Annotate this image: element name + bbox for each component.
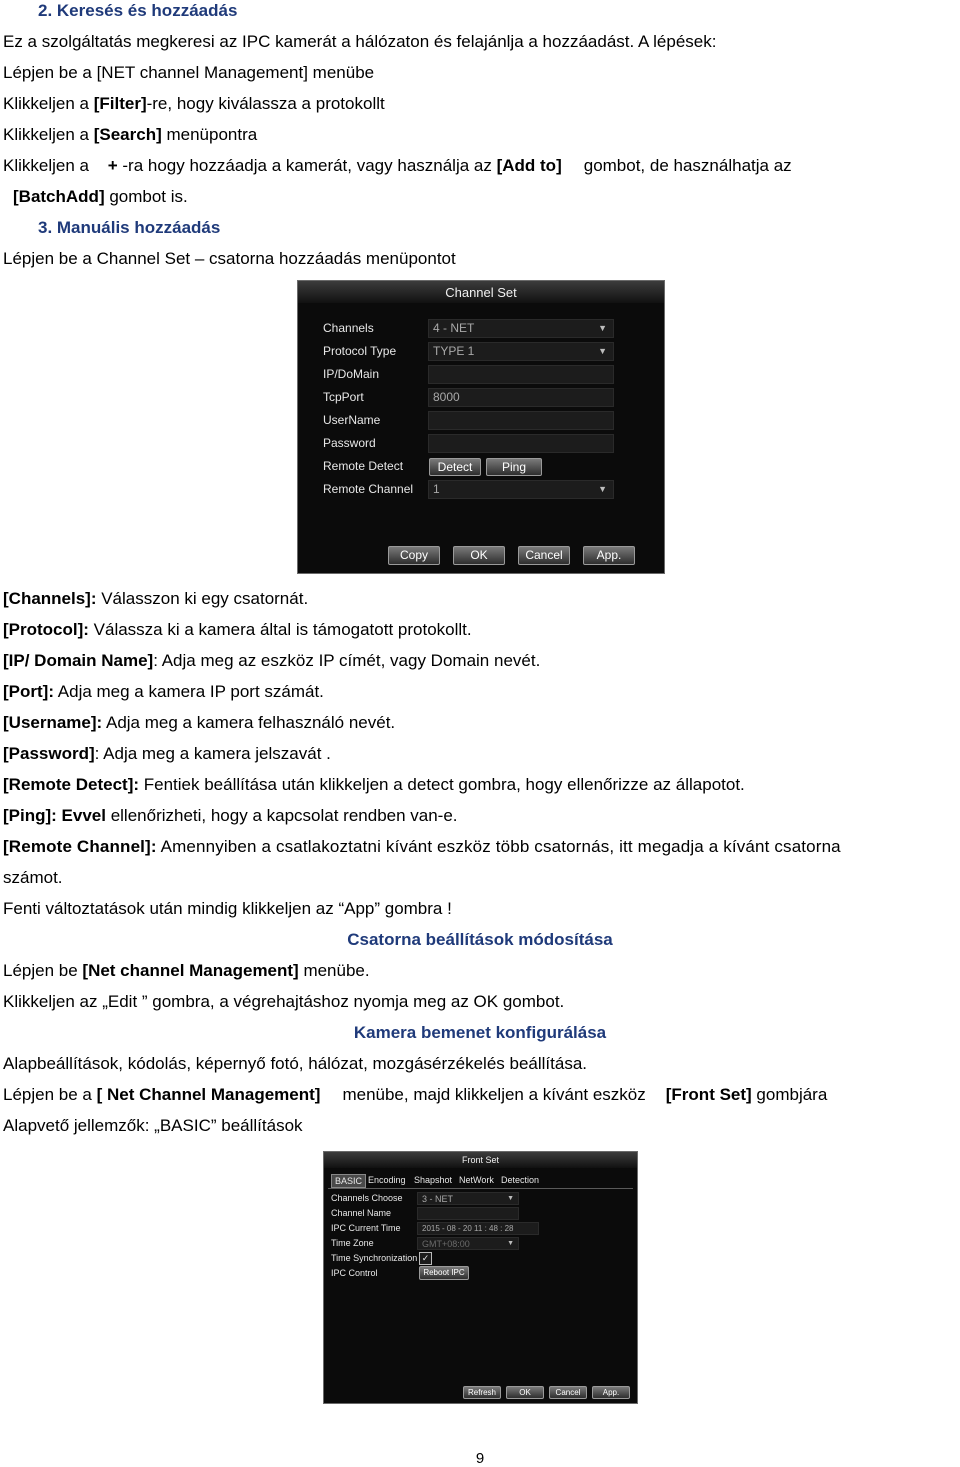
paragraph [3, 93, 385, 115]
chevron-down-icon: ▼ [507, 1240, 514, 1247]
label-channels-choose: Channels Choose [331, 1193, 403, 1203]
select-value: TYPE 1 [433, 344, 475, 358]
ipc-time-input[interactable]: 2015 - 08 - 20 11 : 48 : 28 [417, 1222, 539, 1235]
ok-button[interactable]: OK [506, 1386, 544, 1399]
term: [Channels]: [3, 589, 97, 608]
label-time-sync: Time Synchronization [331, 1253, 418, 1263]
text: -ra hogy hozzáadja a kamerát, vagy használja az [117, 156, 497, 175]
text: menübe, majd klikkeljen a kívánt eszköz [342, 1085, 646, 1104]
channels-choose-select[interactable] [417, 1192, 519, 1205]
tab-encoding[interactable]: Encoding [368, 1175, 406, 1185]
text: ellenőrizheti, hogy a kapcsolat rendben van-e. [105, 806, 458, 825]
channels-select[interactable] [428, 319, 614, 338]
heading-text: 2. Keresés és hozzáadás [38, 1, 238, 20]
paragraph: számot. [3, 868, 63, 887]
remote-channel-select[interactable] [428, 480, 614, 499]
text: Klikkeljen a [3, 125, 94, 144]
text: gombjára [751, 1085, 828, 1104]
dialog-title: Channel Set [445, 285, 517, 300]
paragraph [3, 960, 370, 982]
text: Adja meg a kamera IP port számát. [53, 682, 324, 701]
tab-divider [328, 1188, 633, 1189]
ok-button[interactable]: OK [453, 546, 505, 565]
label-port: TcpPort [323, 390, 364, 404]
text: Fentiek beállítása után klikkeljen a detect gombra, hogy ellenőrizze az állapotot. [139, 775, 745, 794]
channel-set-dialog [297, 280, 665, 574]
description [3, 774, 745, 796]
paragraph [3, 1084, 827, 1106]
description [3, 681, 324, 703]
keyword: + [107, 156, 118, 175]
text: : Adja meg az eszköz IP címét, vagy Domain nevét. [153, 651, 541, 670]
heading-text: 3. Manuális hozzáadás [38, 218, 221, 237]
keyword: [Front Set] [665, 1085, 752, 1104]
keyword: [BatchAdd] [13, 187, 105, 206]
keyword: [Filter] [93, 94, 147, 113]
term: [Ping]: Evvel [3, 806, 106, 825]
text: menüpontra [161, 125, 258, 144]
description [3, 743, 331, 765]
text: gombot, de használhatja az [583, 156, 792, 175]
text: Lépjen be [3, 961, 83, 980]
label-remote-detect: Remote Detect [323, 459, 404, 473]
paragraph [3, 124, 257, 146]
reboot-ipc-button[interactable]: Reboot IPC [419, 1266, 469, 1280]
heading-channel-settings: Csatorna beállítások módosítása [347, 930, 613, 949]
term: [Username]: [3, 713, 103, 732]
refresh-button[interactable]: Refresh [463, 1386, 501, 1399]
label-username: UserName [323, 413, 381, 427]
paragraph: Fenti változtatások után mindig klikkeljen az “App” gombra ! [3, 899, 452, 918]
label-protocol: Protocol Type [323, 344, 397, 358]
term: [Remote Detect]: [3, 775, 140, 794]
description [3, 712, 395, 734]
cancel-button[interactable]: Cancel [549, 1386, 587, 1399]
description [3, 650, 540, 672]
apply-button[interactable]: App. [592, 1386, 630, 1399]
dialog-title: Front Set [461, 1155, 499, 1165]
term: [Password] [3, 744, 95, 763]
description [3, 805, 458, 827]
paragraph: Alapvető jellemzők: „BASIC” beállítások [3, 1116, 303, 1135]
paragraph [3, 155, 792, 177]
chevron-down-icon: ▼ [507, 1195, 514, 1202]
protocol-select[interactable] [428, 342, 614, 361]
text: : Adja meg a kamera jelszavát . [94, 744, 331, 763]
tab-basic[interactable]: BASIC [331, 1174, 366, 1188]
description [3, 588, 308, 610]
label-channel-name: Channel Name [331, 1208, 392, 1218]
description [3, 619, 472, 641]
chevron-down-icon: ▼ [598, 346, 607, 356]
section-2-heading [38, 0, 237, 22]
text: Válasszon ki egy csatornát. [96, 589, 309, 608]
text: Válassza ki a kamera által is támogatott protokollt. [88, 620, 472, 639]
tcp-port-input[interactable]: 8000 [428, 388, 614, 407]
text: Lépjen be a [3, 1085, 97, 1104]
check-icon: ✓ [421, 1253, 430, 1263]
term: [Protocol]: [3, 620, 89, 639]
select-value: 1 [433, 482, 440, 496]
heading-camera-input: Kamera bemenet konfigurálása [353, 1023, 607, 1042]
label-ipc-current-time: IPC Current Time [331, 1223, 401, 1233]
select-value: 3 - NET [422, 1194, 454, 1204]
paragraph: Alapbeállítások, kódolás, képernyő fotó, hálózat, mozgásérzékelés beállítása. [3, 1054, 588, 1073]
section-3-heading [38, 217, 220, 239]
keyword: [Search] [93, 125, 162, 144]
tab-snapshot[interactable]: Shapshot [414, 1175, 453, 1185]
detect-button[interactable]: Detect [429, 458, 481, 476]
select-value: 4 - NET [433, 321, 475, 335]
cancel-button[interactable]: Cancel [518, 546, 570, 565]
page-number: 9 [475, 1450, 485, 1467]
time-sync-checkbox[interactable] [419, 1252, 432, 1265]
paragraph: Lépjen be a [NET channel Management] menübe [3, 63, 375, 82]
term: [Remote Channel]: [3, 837, 157, 856]
label-remote-channel: Remote Channel [323, 482, 414, 496]
label-ipc-control: IPC Control [331, 1268, 378, 1278]
password-input[interactable] [428, 434, 614, 453]
paragraph: Ez a szolgáltatás megkeresi az IPC kamerát a hálózaton és felajánlja a hozzáadást. A lépések: [3, 32, 717, 51]
time-zone-select[interactable] [417, 1237, 519, 1250]
label-password: Password [323, 436, 376, 450]
select-value: GMT+08:00 [422, 1239, 470, 1249]
ping-button[interactable]: Ping [486, 458, 542, 476]
text: -re, hogy kiválassza a protokollt [146, 94, 385, 113]
text: Adja meg a kamera felhasználó nevét. [102, 713, 396, 732]
label-time-zone: Time Zone [331, 1238, 374, 1248]
text: menübe. [298, 961, 370, 980]
text: Klikkeljen a [3, 156, 94, 175]
term: [IP/ Domain Name] [3, 651, 154, 670]
keyword: [Net channel Management] [82, 961, 299, 980]
label-ip: IP/DoMain [323, 367, 380, 381]
paragraph: Klikkeljen az „Edit ” gombra, a végrehajtáshoz nyomja meg az OK gombot. [3, 992, 565, 1011]
label-channels: Channels [323, 321, 374, 335]
channel-name-input[interactable] [417, 1207, 519, 1220]
chevron-down-icon: ▼ [598, 484, 607, 494]
username-input[interactable] [428, 411, 614, 430]
front-set-dialog [323, 1151, 638, 1404]
ip-domain-input[interactable] [428, 365, 614, 384]
tab-network[interactable]: NetWork [459, 1175, 494, 1185]
term: [Port]: [3, 682, 54, 701]
text: Amennyiben a csatlakoztatni kívánt eszköz több csatornás, itt megadja a kívánt csatorna [156, 837, 841, 856]
chevron-down-icon: ▼ [598, 323, 607, 333]
tab-detection[interactable]: Detection [501, 1175, 540, 1185]
apply-button[interactable]: App. [583, 546, 635, 565]
description [3, 836, 841, 858]
paragraph [13, 186, 188, 208]
keyword: [ Net Channel Management] [96, 1085, 321, 1104]
copy-button[interactable]: Copy [388, 546, 440, 565]
text: Klikkeljen a [3, 94, 94, 113]
keyword: [Add to] [496, 156, 562, 175]
text: gombot is. [104, 187, 188, 206]
paragraph: Lépjen be a Channel Set – csatorna hozzáadás menüpontot [3, 249, 456, 268]
